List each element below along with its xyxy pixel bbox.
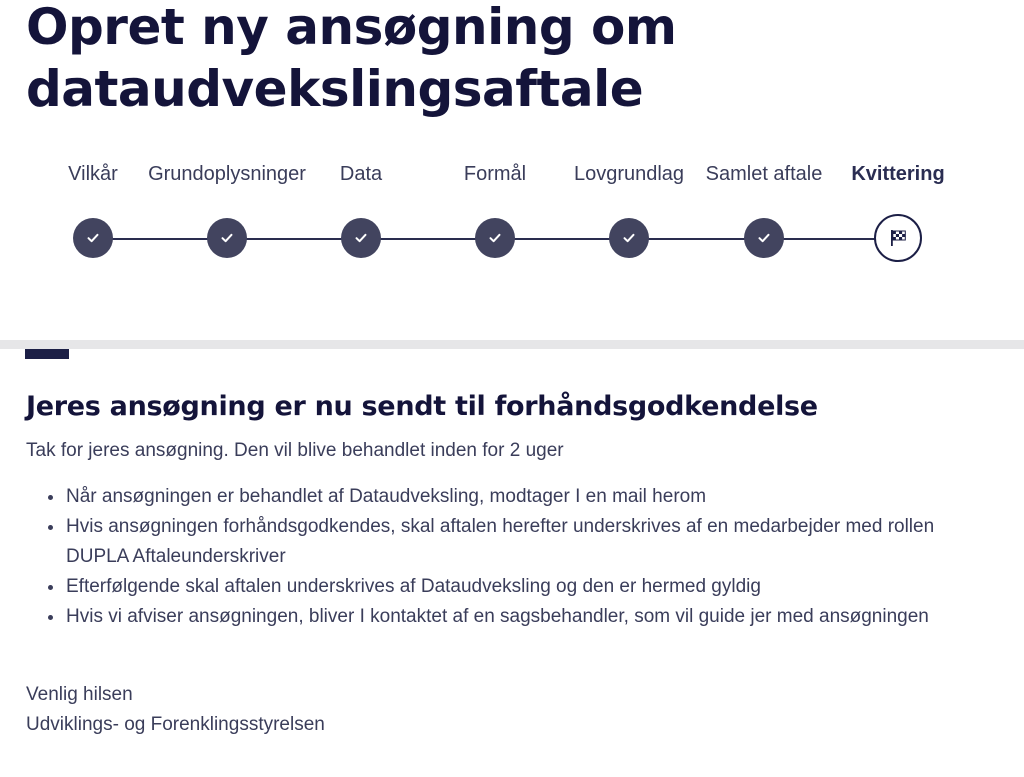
- page-title: Opret ny ansøgning om dataudvekslingsaftale: [26, 0, 677, 118]
- section-accent-bar: [25, 349, 69, 359]
- check-icon: [220, 231, 234, 245]
- sender-name: Udviklings- og Forenklingsstyrelsen: [26, 714, 325, 735]
- receipt-bullet-list: [66, 482, 966, 632]
- step-label-samlet-aftale: Samlet aftale: [705, 163, 823, 185]
- signature: [26, 680, 325, 740]
- step-label-data: Data: [339, 163, 383, 185]
- step-grundoplysninger[interactable]: [207, 218, 247, 258]
- stepper: [0, 150, 1024, 280]
- list-item: Hvis vi afviser ansøgningen, bliver I kontaktet af en sagsbehandler, som vil guide jer med ansøgningen: [66, 602, 966, 632]
- step-label-vilkaar: Vilkår: [68, 163, 118, 185]
- check-icon: [757, 231, 771, 245]
- receipt-intro: Tak for jeres ansøgning. Den vil blive behandlet inden for 2 uger: [26, 440, 564, 461]
- check-icon: [86, 231, 100, 245]
- step-vilkaar[interactable]: [73, 218, 113, 258]
- list-item: Når ansøgningen er behandlet af Dataudveksling, modtager I en mail herom: [66, 482, 966, 512]
- closing-text: Venlig hilsen: [26, 684, 133, 705]
- section-divider: [0, 340, 1024, 349]
- step-lovgrundlag[interactable]: [609, 218, 649, 258]
- list-item: Hvis ansøgningen forhåndsgodkendes, skal aftalen herefter underskrives af en medarbejder med rollen DUPLA Aftaleunderskriver: [66, 512, 966, 572]
- step-samlet-aftale[interactable]: [744, 218, 784, 258]
- step-label-lovgrundlag: Lovgrundlag: [573, 163, 685, 185]
- checkered-flag-icon: [888, 228, 908, 248]
- check-icon: [354, 231, 368, 245]
- step-label-kvittering: Kvittering: [851, 163, 945, 185]
- list-item: Efterfølgende skal aftalen underskrives af Dataudveksling og den er hermed gyldig: [66, 572, 966, 602]
- step-formaal[interactable]: [475, 218, 515, 258]
- step-label-grundoplysninger: Grundoplysninger: [148, 163, 306, 185]
- step-kvittering: [874, 214, 922, 262]
- check-icon: [488, 231, 502, 245]
- check-icon: [622, 231, 636, 245]
- step-label-formaal: Formål: [463, 163, 527, 185]
- receipt-heading: Jeres ansøgning er nu sendt til forhåndsgodkendelse: [26, 391, 818, 422]
- step-data[interactable]: [341, 218, 381, 258]
